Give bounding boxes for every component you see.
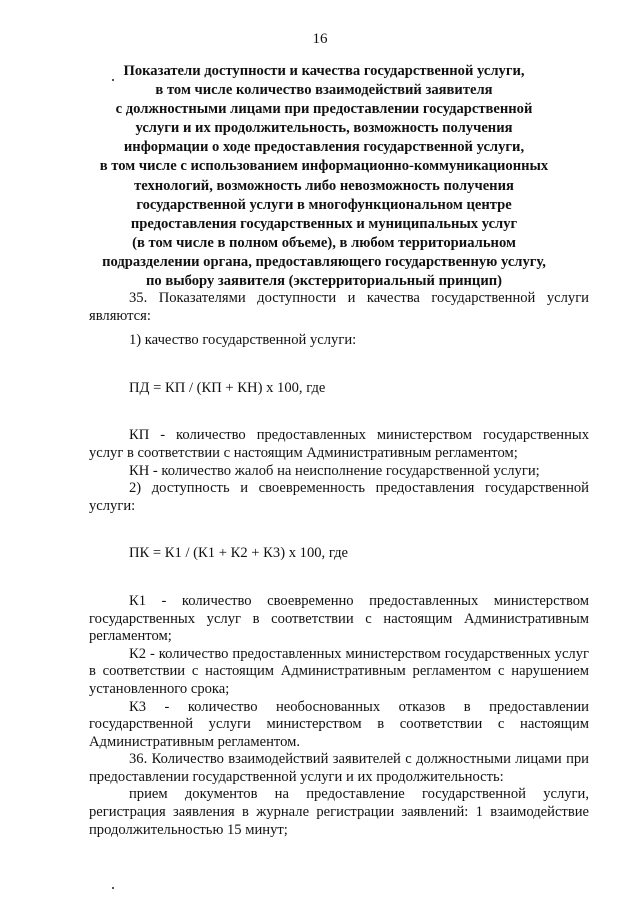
formula-pk: ПК = К1 / (К1 + К2 + К3) х 100, где xyxy=(129,545,348,562)
definition-k2: К2 - количество предоставленных министерством государственных услуг в соответствии с настоящим Административным регламентом с нарушением установленного срока; xyxy=(89,645,589,697)
heading-line: государственной услуги в многофункциональном центре xyxy=(136,196,512,213)
definition-kn: КН - количество жалоб на неисполнение государственной услуги; xyxy=(129,462,540,479)
heading-line: предоставления государственных и муниципальных услуг xyxy=(130,215,518,232)
heading-line: в том числе с использованием информационно-коммуникационных xyxy=(99,158,549,175)
heading-line: с должностными лицами при предоставлении государственной xyxy=(115,101,533,118)
heading-line: информации о ходе предоставления государственной услуги, xyxy=(123,139,525,156)
definition-k1: К1 - количество своевременно предоставленных министерством государственных услуг в соответствии с настоящим Административным регламентом; xyxy=(89,592,589,645)
heading-line: по выбору заявителя (экстерриториальный принцип) xyxy=(145,273,502,290)
definition-kp: КП - количество предоставленных министерством государственных услуг в соответствии с настоящим Административным регламентом; xyxy=(89,427,589,461)
section-heading xyxy=(84,62,564,291)
item-2-availability: 2) доступность и своевременность предоставления государственной услуги: xyxy=(89,480,589,514)
reception-interaction: прием документов на предоставление государственной услуги, регистрация заявления в журнале регистрации заявлений: 1 взаимодействие продолжительностью 15 минут; xyxy=(89,786,589,838)
heading-line: услуги и их продолжительность, возможность получения xyxy=(135,120,513,137)
heading-line: в том числе количество взаимодействий заявителя xyxy=(155,82,493,99)
document-body xyxy=(89,290,589,839)
heading-line: технологий, возможность либо невозможность получения xyxy=(134,177,514,194)
heading-line: подразделении органа, предоставляющего государственную услугу, xyxy=(102,253,546,270)
definition-k3: К3 - количество необоснованных отказов в предоставлении государственной услуги министерством в соответствии с настоящим Административным регламентом. xyxy=(89,698,589,750)
scan-speck xyxy=(112,887,114,889)
paragraph-35: 35. Показателями доступности и качества государственной услуги являются: xyxy=(89,290,589,324)
scan-speck xyxy=(112,79,114,81)
formula-pd: ПД = КП / (КП + КН) х 100, где xyxy=(129,379,326,396)
heading-line: Показатели доступности и качества государственной услуги, xyxy=(123,63,525,79)
heading-line: (в том числе в полном объеме), в любом территориальном xyxy=(132,234,516,251)
item-1-quality: 1) качество государственной услуги: xyxy=(129,332,357,349)
paragraph-36: 36. Количество взаимодействий заявителей с должностными лицами при предоставлении государственной услуги и их продолжительность: xyxy=(89,751,589,785)
page-number: 16 xyxy=(312,31,328,47)
